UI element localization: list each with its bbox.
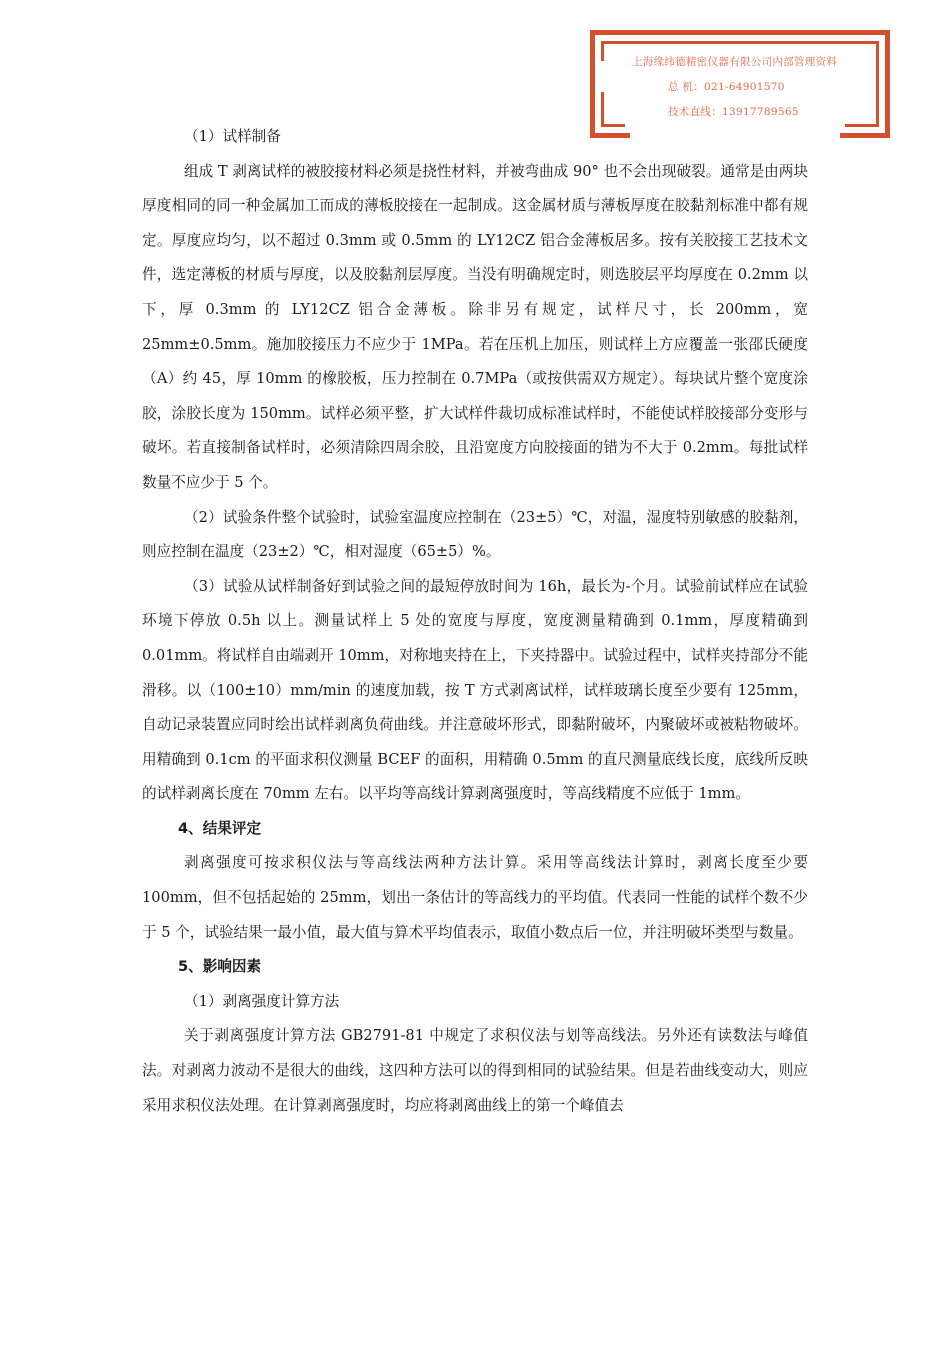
stamp-frame-bottom-right	[840, 133, 890, 138]
test-procedure-paragraph: （3）试验从试样制备好到试验之间的最短停放时间为 16h，最长为-个月。试验前试样应在试验环境下停放 0.5h 以上。测量试样上 5 处的宽度与厚度，宽度测量精确到 0.1mm，厚度精确到 0.01mm。将试样自由端剥开 10mm，对称地夹持在上，下夹持器中。试验过程中，试样夹持部分不能滑移。以（100±10）mm/min 的速度加载，按 T 方式剥离试样，试样玻璃长度至少要有 125mm，自动记录装置应同时绘出试样剥离负荷曲线。并注意破坏形式，即黏附破坏，内聚破坏或被粘物破坏。用精确到 0.1cm 的平面求积仪测量 BCEF 的面积，用精确 0.5mm 的直尺测量底线长度，底线所反映的试样剥离长度在 70mm 左右。以平均等高线计算剥离强度时，等高线精度不应低于 1mm。	[142, 577, 808, 803]
stamp-inner-top	[601, 41, 879, 44]
document-body	[142, 120, 808, 1123]
result-paragraph: 剥离强度可按求积仪法与等高线法两种方法计算。采用等高线法计算时，剥离长度至少要 100mm，但不包括起始的 25mm，划出一条估计的等高线力的平均值。代表同一性能的试样个数不少于 5 个，试验结果一最小值，最大值与算术平均值表示，取值小数点后一位，并注明破坏类型与数量。	[142, 854, 808, 941]
phone-line: 总 机：021-64901570	[668, 81, 785, 93]
sample-prep-paragraph: 组成 T 剥离试样的被胶接材料必须是挠性材料，并被弯曲成 90° 也不会出现破裂。通常是由两块厚度相同的同一种金属加工而成的薄板胶接在一起制成。这金属材质与薄板厚度在胶黏剂标准中都有规定。厚度应均匀，以不超过 0.3mm 或 0.5mm 的 LY12CZ 铝合金薄板居多。按有关胶接工艺技术文件，选定薄板的材质与厚度，以及胶黏剂层厚度。当没有明确规定时，则选胶层平均厚度在 0.2mm 以下，厚 0.3mm 的 LY12CZ 铝合金薄板。除非另有规定，试样尺寸，长 200mm，宽 25mm±0.5mm。施加胶接压力不应少于 1MPa。若在压机上加压，则试样上方应覆盖一张邵氏硬度（A）约 45，厚 10mm 的橡胶板，压力控制在 0.7MPa（或按供需双方规定）。每块试片整个宽度涂胶，涂胶长度为 150mm。试样必须平整，扩大试样件裁切成标准试样时，不能使试样胶接部分变形与破坏。若直接制备试样时，必须清除四周余胶，且沿宽度方向胶接面的错为不大于 0.2mm。每批试样数量不应少于 5 个。	[142, 162, 808, 491]
calc-method-paragraph: 关于剥离强度计算方法 GB2791-81 中规定了求积仪法与划等高线法。另外还有读数法与峰值法。对剥离力波动不是很大的曲线，这四种方法可以的得到相同的试验结果。但是若曲线变动大，则应采用求积仪法处理。在计算剥离强度时，均应将剥离曲线上的第一个峰值去	[142, 1027, 808, 1114]
test-conditions-paragraph: （2）试验条件整个试验时，试验室温度应控制在（23±5）℃，对温，湿度特别敏感的胶黏剂，则应控制在温度（23±2）℃，相对湿度（65±5）%。	[142, 508, 808, 561]
stamp-inner-left	[601, 41, 604, 61]
stamp-frame-top	[590, 30, 890, 35]
company-name: 上海缘纬德精密仪器有限公司内部管理资料	[632, 56, 838, 68]
sample-prep-heading: （1）试样制备	[184, 128, 281, 145]
stamp-frame-right	[885, 30, 890, 138]
hotline-line: 技术直线：13917789565	[668, 106, 799, 118]
factors-heading: 5、影响因素	[178, 958, 262, 976]
stamp-inner-right	[876, 41, 879, 127]
stamp-text	[632, 50, 872, 125]
calc-method-heading: （1）剥离强度计算方法	[184, 992, 340, 1010]
result-heading: 4、结果评定	[178, 819, 262, 837]
